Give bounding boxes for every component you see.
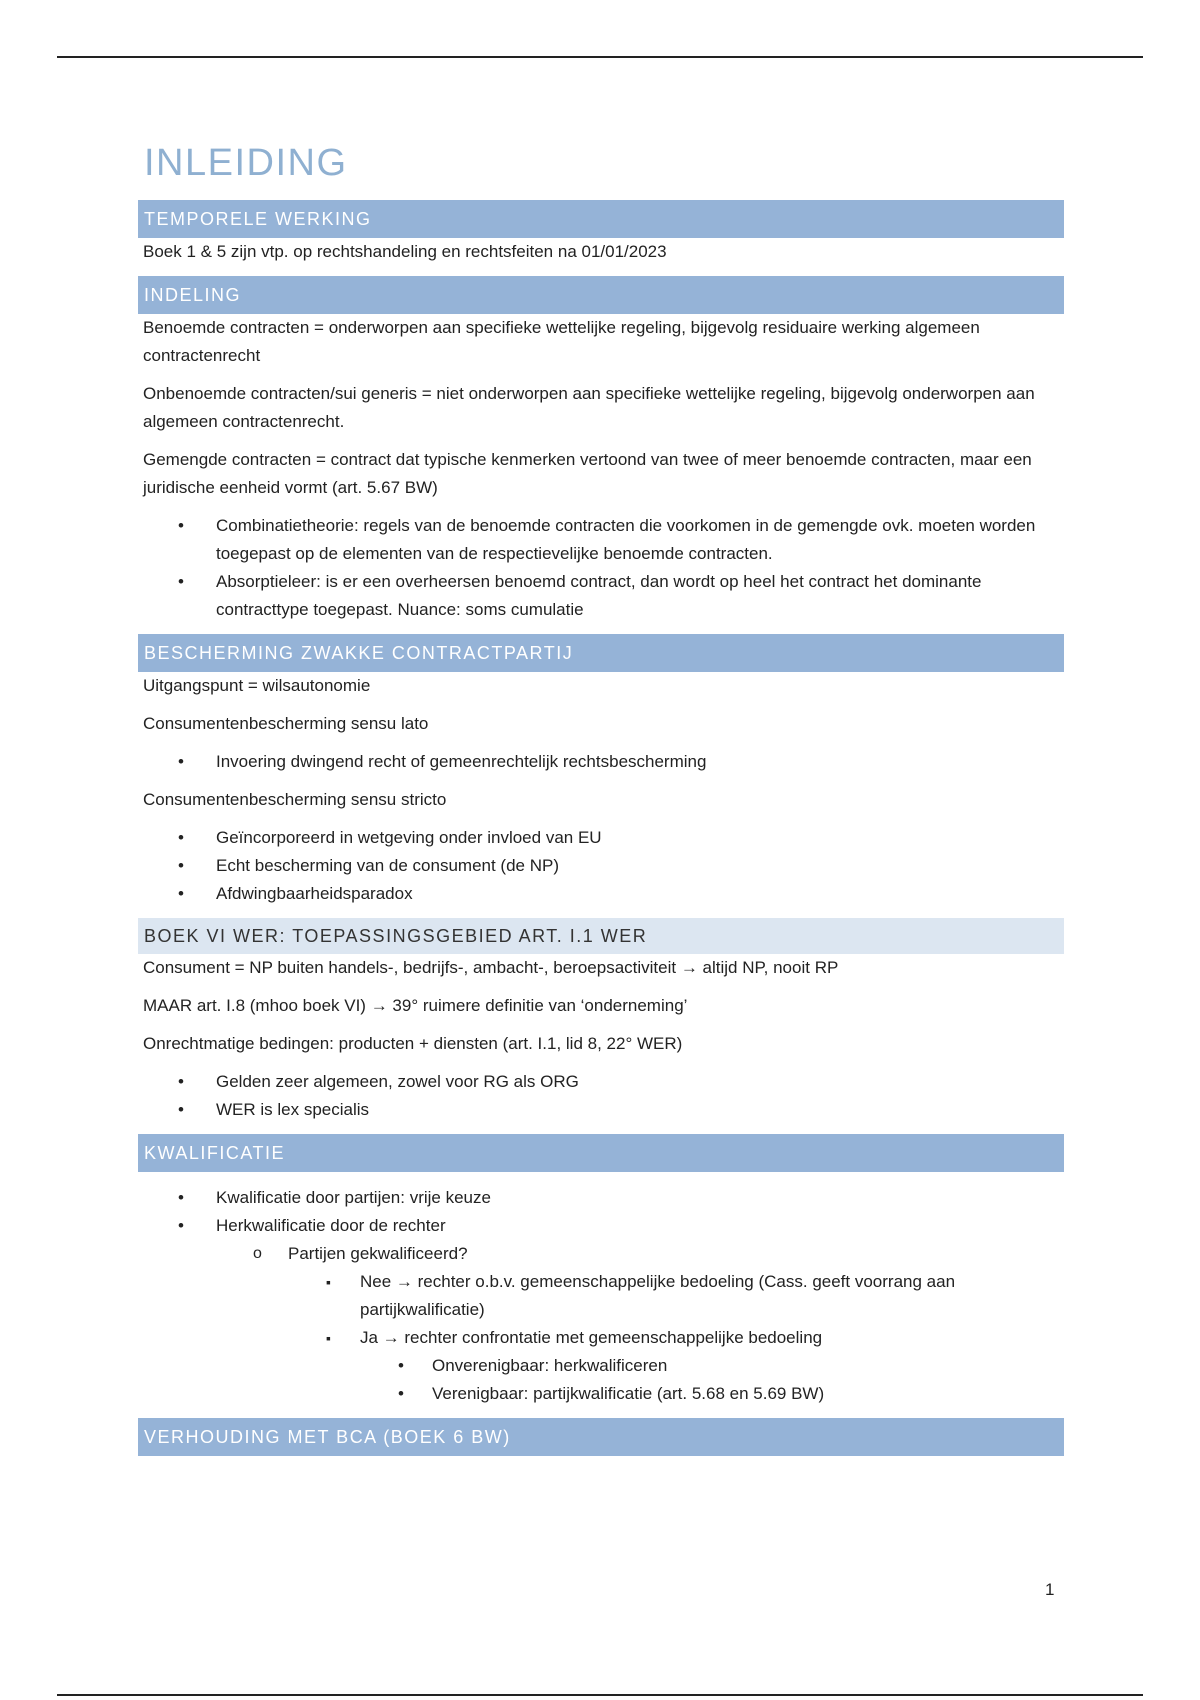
footer-rule [57,1694,1143,1696]
deep-list [138,1352,1064,1408]
paragraph: MAAR art. I.8 (mhoo boek VI) → 39° ruimere definitie van ‘onderneming’ [143,996,688,1015]
section-heading-indeling: INDELING [138,276,1064,314]
header-rule [57,56,1143,58]
list-item: • Combinatietheorie: regels van de benoemde contracten die voorkomen in de gemengde ovk. moeten worden toegepast op de elementen van de respectievelijke benoemde contracten. [138,512,1064,568]
list-item: • Echt bescherming van de consument (de NP) [138,852,1064,880]
list-item: ▪ Ja → rechter confrontatie met gemeenschappelijke bedoeling [138,1324,1064,1352]
page-content [138,136,1064,1456]
section-heading-temporele-werking: TEMPORELE WERKING [138,200,1064,238]
list-item: • Onverenigbaar: herkwalificeren [138,1352,1064,1380]
section-heading-verhouding: VERHOUDING MET BCA (BOEK 6 BW) [138,1418,1064,1456]
list-item: • Herkwalificatie door de rechter [138,1212,1064,1240]
paragraph: Consumentenbescherming sensu stricto [143,790,447,809]
list-item: ▪ Nee → rechter o.b.v. gemeenschappelijke bedoeling (Cass. geeft voorrang aan partijkwalificatie) [138,1268,1064,1324]
list-item: • Geïncorporeerd in wetgeving onder invloed van EU [138,824,1064,852]
list-item: • Kwalificatie door partijen: vrije keuze [138,1184,1064,1212]
bullet-list [138,1184,1064,1240]
page-number: 1 [1045,1580,1055,1599]
subsection-heading-boek-vi-wer: BOEK VI WER: TOEPASSINGSGEBIED ART. I.1 WER [138,918,1064,954]
sub-sub-list [138,1268,1064,1352]
paragraph: Boek 1 & 5 zijn vtp. op rechtshandeling en rechtsfeiten na 01/01/2023 [143,242,667,261]
sub-list [138,1240,1064,1268]
bullet-list [138,824,1064,908]
list-item: o Partijen gekwalificeerd? [138,1240,1064,1268]
paragraph: Onbenoemde contracten/sui generis = niet onderworpen aan specifieke wettelijke regeling, bijgevolg onderworpen aan algemeen contractenrecht. [143,384,1035,431]
list-item: • WER is lex specialis [138,1096,1064,1124]
bullet-list [138,748,1064,776]
list-item: • Absorptieleer: is er een overheersen benoemd contract, dan wordt op heel het contract het dominante contracttype toegepast. Nuance: soms cumulatie [138,568,1064,624]
list-item: • Gelden zeer algemeen, zowel voor RG als ORG [138,1068,1064,1096]
paragraph: Uitgangspunt = wilsautonomie [143,676,371,695]
paragraph: Gemengde contracten = contract dat typische kenmerken vertoond van twee of meer benoemde contracten, maar een juridische eenheid vormt (art. 5.67 BW) [143,450,1032,497]
list-item: • Afdwingbaarheidsparadox [138,880,1064,908]
paragraph: Consument = NP buiten handels-, bedrijfs-, ambacht-, beroepsactiviteit → altijd NP, nooit RP [143,958,839,977]
bullet-list [138,512,1064,624]
document-title: INLEIDING [144,142,348,184]
section-heading-kwalificatie: KWALIFICATIE [138,1134,1064,1172]
paragraph: Onrechtmatige bedingen: producten + diensten (art. I.1, lid 8, 22° WER) [143,1034,683,1053]
section-heading-bescherming: BESCHERMING ZWAKKE CONTRACTPARTIJ [138,634,1064,672]
list-item: • Verenigbaar: partijkwalificatie (art. 5.68 en 5.69 BW) [138,1380,1064,1408]
list-item: • Invoering dwingend recht of gemeenrechtelijk rechtsbescherming [138,748,1064,776]
paragraph: Benoemde contracten = onderworpen aan specifieke wettelijke regeling, bijgevolg residuaire werking algemeen contractenrecht [143,318,980,365]
bullet-list [138,1068,1064,1124]
paragraph: Consumentenbescherming sensu lato [143,714,429,733]
